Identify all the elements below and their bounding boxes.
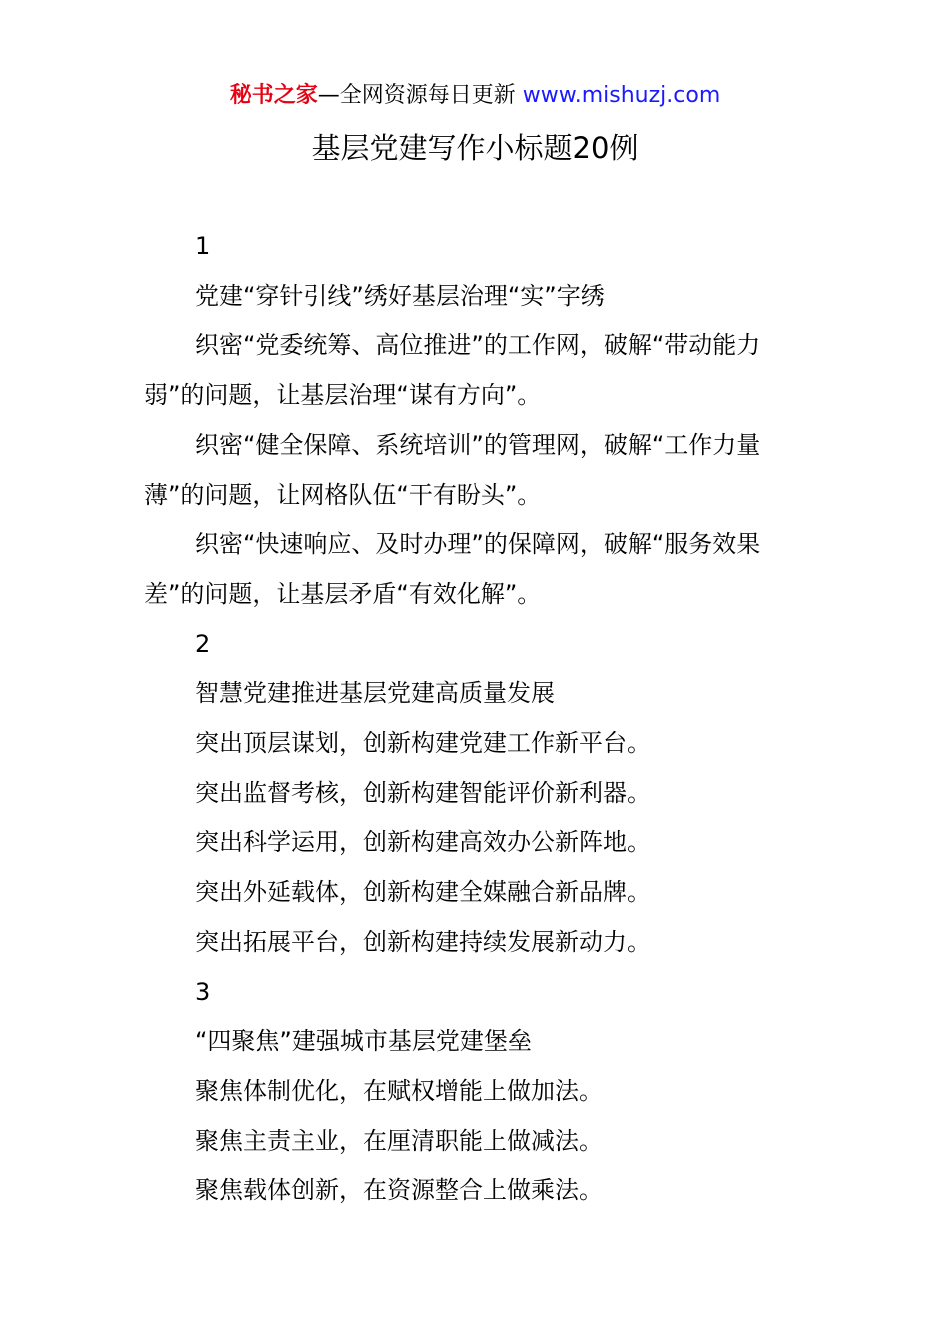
paragraph: 聚焦体制优化，在赋权增能上做加法。 — [195, 1076, 603, 1105]
paragraph: 突出外延载体，创新构建全媒融合新品牌。 — [195, 878, 651, 907]
paragraph: 突出顶层谋划，创新构建党建工作新平台。 — [195, 729, 651, 758]
site-brand: 秘书之家 — [229, 83, 318, 108]
site-url-link[interactable]: www.mishuzj.com — [522, 83, 721, 108]
section-number: 3 — [195, 977, 211, 1006]
paragraph: 聚焦主责主业，在厘清职能上做减法。 — [195, 1126, 603, 1155]
section-heading: “四聚焦”建强城市基层党建堡垒 — [195, 1027, 532, 1056]
section-number: 2 — [195, 629, 211, 658]
paragraph: 织密“快速响应、及时办理”的保障网，破解“服务效果差”的问题，让基层矛盾“有效化解”。 — [144, 530, 761, 608]
section-number: 1 — [195, 232, 211, 260]
paragraph: 突出拓展平台，创新构建持续发展新动力。 — [195, 927, 651, 956]
paragraph: 聚焦载体创新，在资源整合上做乘法。 — [195, 1176, 603, 1205]
document-title: 基层党建写作小标题20例 — [311, 131, 639, 165]
section-heading: 党建“穿针引线”绣好基层治理“实”字绣 — [195, 281, 605, 310]
paragraph: 织密“党委统筹、高位推进”的工作网，破解“带动能力弱”的问题，让基层治理“谋有方向”。 — [144, 331, 761, 410]
site-slogan: —全网资源每日更新 — [317, 83, 516, 108]
section-heading: 智慧党建推进基层党建高质量发展 — [195, 679, 555, 708]
paragraph: 突出监督考核，创新构建智能评价新利器。 — [195, 778, 651, 807]
paragraph: 织密“健全保障、系统培训”的管理网，破解“工作力量薄”的问题，让网格队伍“干有盼头”。 — [144, 430, 761, 509]
site-header — [0, 78, 950, 114]
document-body — [144, 222, 806, 1216]
paragraph: 突出科学运用，创新构建高效办公新阵地。 — [195, 828, 651, 857]
